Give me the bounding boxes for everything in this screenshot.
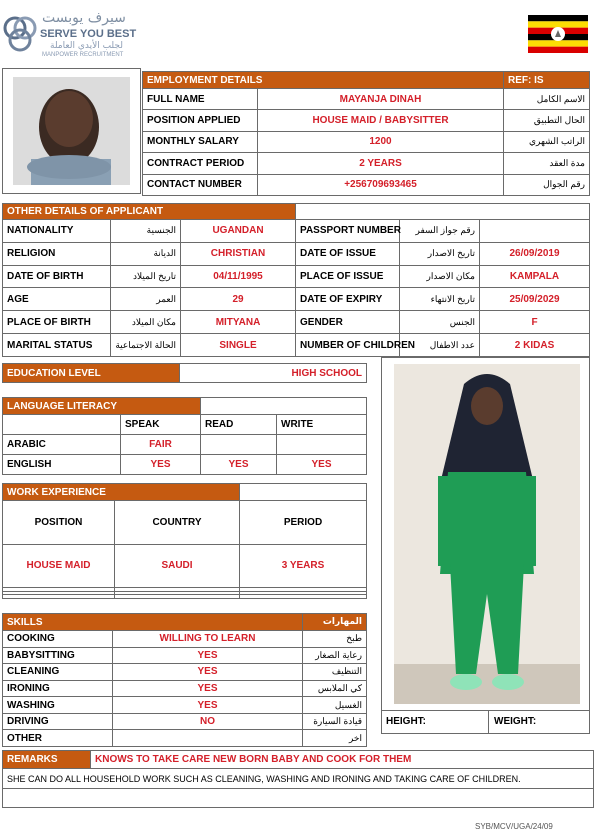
contact-number-arabic: رقم الجوال	[504, 174, 590, 195]
language-literacy-title: LANGUAGE LITERACY	[3, 398, 201, 415]
skills-title-arabic: المهارات	[303, 614, 367, 631]
number-of-children-value: 2 KIDAS	[480, 334, 590, 357]
skill-row	[3, 664, 367, 681]
other-details-row	[3, 311, 590, 334]
date-of-expiry-value: 25/09/2029	[480, 288, 590, 311]
english-write-value: YES	[277, 455, 367, 475]
logo-arabic-name: سيرف يوبست	[42, 10, 126, 26]
cooking-arabic: طبخ	[303, 631, 367, 648]
passport-number-value	[480, 220, 590, 243]
contract-period-label: CONTRACT PERIOD	[143, 153, 258, 174]
skill-row	[3, 713, 367, 730]
date-of-birth-arabic: تاريخ الميلاد	[111, 265, 181, 288]
gender-value: F	[480, 311, 590, 334]
logo-english-sub: MANPOWER RECRUITMENT	[42, 52, 124, 58]
work-period-value: 3 YEARS	[240, 544, 367, 588]
skills-table	[2, 613, 367, 747]
other-skill-arabic: اخر	[303, 730, 367, 747]
cooking-value: WILLING TO LEARN	[113, 631, 303, 648]
religion-arabic: الديانة	[111, 242, 181, 265]
period-column-header: PERIOD	[240, 501, 367, 545]
cleaning-label: CLEANING	[3, 664, 113, 681]
read-column-header: READ	[201, 415, 277, 435]
position-applied-arabic: الحال التطبيق	[504, 110, 590, 131]
monthly-salary-arabic: الراتب الشهري	[504, 131, 590, 152]
language-row	[3, 435, 367, 455]
weight-label: WEIGHT:	[494, 716, 537, 727]
passport-number-arabic: رقم جواز السفر	[400, 220, 480, 243]
place-of-issue-value: KAMPALA	[480, 265, 590, 288]
religion-label: RELIGION	[3, 242, 111, 265]
work-experience-row	[3, 544, 367, 588]
full-name-label: FULL NAME	[143, 89, 258, 110]
skill-row	[3, 631, 367, 648]
gender-label: GENDER	[296, 311, 400, 334]
other-skill-label: OTHER	[3, 730, 113, 747]
logo-mark-icon	[2, 14, 38, 54]
employment-row	[143, 174, 590, 195]
skill-row	[3, 730, 367, 747]
full-body-photo-panel	[381, 357, 590, 734]
employment-row	[143, 131, 590, 152]
date-of-birth-value: 04/11/1995	[181, 265, 296, 288]
full-name-value: MAYANJA DINAH	[258, 89, 504, 110]
language-literacy-table	[2, 397, 367, 475]
remarks-headline: KNOWS TO TAKE CARE NEW BORN BABY AND COOK FOR THEM	[91, 751, 594, 769]
date-of-expiry-arabic: تاريخ الانتهاء	[400, 288, 480, 311]
nationality-label: NATIONALITY	[3, 220, 111, 243]
cleaning-arabic: التنظيف	[303, 664, 367, 681]
driving-label: DRIVING	[3, 713, 113, 730]
position-applied-label: POSITION APPLIED	[143, 110, 258, 131]
remarks-label: REMARKS	[3, 751, 91, 769]
english-language-label: ENGLISH	[3, 455, 121, 475]
place-of-birth-label: PLACE OF BIRTH	[3, 311, 111, 334]
date-of-issue-arabic: تاريخ الاصدار	[400, 242, 480, 265]
date-of-issue-label: DATE OF ISSUE	[296, 242, 400, 265]
country-column-header: COUNTRY	[115, 501, 240, 545]
position-column-header: POSITION	[3, 501, 115, 545]
babysitting-label: BABYSITTING	[3, 647, 113, 664]
arabic-language-label: ARABIC	[3, 435, 121, 455]
position-applied-value: HOUSE MAID / BABYSITTER	[258, 110, 504, 131]
english-read-value: YES	[201, 455, 277, 475]
skill-row	[3, 680, 367, 697]
arabic-speak-value: FAIR	[121, 435, 201, 455]
monthly-salary-value: 1200	[258, 131, 504, 152]
employment-details-table	[142, 71, 590, 196]
number-of-children-label: NUMBER OF CHILDREN	[296, 334, 400, 357]
logo-arabic-sub: لجلب الأيدي العاملة	[50, 41, 123, 51]
headshot-image	[3, 69, 140, 193]
driving-value: NO	[113, 713, 303, 730]
other-details-row	[3, 242, 590, 265]
logo-english-name: SERVE YOU BEST	[40, 28, 137, 40]
place-of-birth-value: MITYANA	[181, 311, 296, 334]
contract-period-value: 2 YEARS	[258, 153, 504, 174]
age-arabic: العمر	[111, 288, 181, 311]
number-of-children-arabic: عدد الاطفال	[400, 334, 480, 357]
other-details-table	[2, 203, 590, 357]
work-experience-title: WORK EXPERIENCE	[3, 484, 240, 501]
reference-label: REF: IS	[504, 72, 590, 89]
washing-arabic: الغسيل	[303, 697, 367, 714]
place-of-birth-arabic: مكان الميلاد	[111, 311, 181, 334]
marital-status-value: SINGLE	[181, 334, 296, 357]
language-row	[3, 455, 367, 475]
work-experience-table	[2, 483, 367, 599]
skills-title: SKILLS	[3, 614, 303, 631]
contract-period-arabic: مدة العقد	[504, 153, 590, 174]
height-label: HEIGHT:	[386, 716, 426, 727]
other-details-row	[3, 288, 590, 311]
passport-number-label: PASSPORT NUMBER	[296, 220, 400, 243]
applicant-headshot	[2, 68, 141, 194]
other-details-row	[3, 220, 590, 243]
other-details-row	[3, 265, 590, 288]
arabic-write-value	[277, 435, 367, 455]
remarks-section	[2, 750, 594, 808]
place-of-issue-label: PLACE OF ISSUE	[296, 265, 400, 288]
write-column-header: WRITE	[277, 415, 367, 435]
washing-value: YES	[113, 697, 303, 714]
employment-row	[143, 110, 590, 131]
nationality-arabic: الجنسية	[111, 220, 181, 243]
marital-status-arabic: الحالة الاجتماعية	[111, 334, 181, 357]
washing-label: WASHING	[3, 697, 113, 714]
full-name-arabic: الاسم الكامل	[504, 89, 590, 110]
uganda-flag-icon	[528, 15, 588, 53]
education-level-value: HIGH SCHOOL	[180, 364, 367, 383]
cooking-label: COOKING	[3, 631, 113, 648]
nationality-value: UGANDAN	[181, 220, 296, 243]
marital-status-label: MARITAL STATUS	[3, 334, 111, 357]
skill-row	[3, 697, 367, 714]
date-of-birth-label: DATE OF BIRTH	[3, 265, 111, 288]
arabic-read-value	[201, 435, 277, 455]
babysitting-arabic: رعاية الصغار	[303, 647, 367, 664]
skill-row	[3, 647, 367, 664]
age-label: AGE	[3, 288, 111, 311]
employment-details-title: EMPLOYMENT DETAILS	[143, 72, 504, 89]
other-skill-value	[113, 730, 303, 747]
other-details-row	[3, 334, 590, 357]
ironing-label: IRONING	[3, 680, 113, 697]
cleaning-value: YES	[113, 664, 303, 681]
ironing-arabic: كي الملابس	[303, 680, 367, 697]
company-logo	[2, 8, 142, 60]
work-position-value: HOUSE MAID	[3, 544, 115, 588]
gender-arabic: الجنس	[400, 311, 480, 334]
full-body-photo	[394, 364, 580, 704]
education-level-label: EDUCATION LEVEL	[3, 364, 180, 383]
driving-arabic: قيادة السيارة	[303, 713, 367, 730]
work-country-value: SAUDI	[115, 544, 240, 588]
document-code: SYB/MCV/UGA/24/09	[475, 822, 553, 831]
employment-row	[143, 153, 590, 174]
ironing-value: YES	[113, 680, 303, 697]
employment-row	[143, 89, 590, 110]
date-of-expiry-label: DATE OF EXPIRY	[296, 288, 400, 311]
date-of-issue-value: 26/09/2019	[480, 242, 590, 265]
other-details-title: OTHER DETAILS OF APPLICANT	[3, 204, 296, 220]
monthly-salary-label: MONTHLY SALARY	[143, 131, 258, 152]
remarks-text: SHE CAN DO ALL HOUSEHOLD WORK SUCH AS CLEANING, WASHING AND IRONING AND TAKING CARE OF CHILDREN.	[3, 769, 594, 789]
education-level-row	[2, 363, 367, 383]
contact-number-label: CONTACT NUMBER	[143, 174, 258, 195]
speak-column-header: SPEAK	[121, 415, 201, 435]
babysitting-value: YES	[113, 647, 303, 664]
contact-number-value: +256709693465	[258, 174, 504, 195]
age-value: 29	[181, 288, 296, 311]
religion-value: CHRISTIAN	[181, 242, 296, 265]
place-of-issue-arabic: مكان الاصدار	[400, 265, 480, 288]
work-experience-row	[3, 595, 367, 599]
english-speak-value: YES	[121, 455, 201, 475]
